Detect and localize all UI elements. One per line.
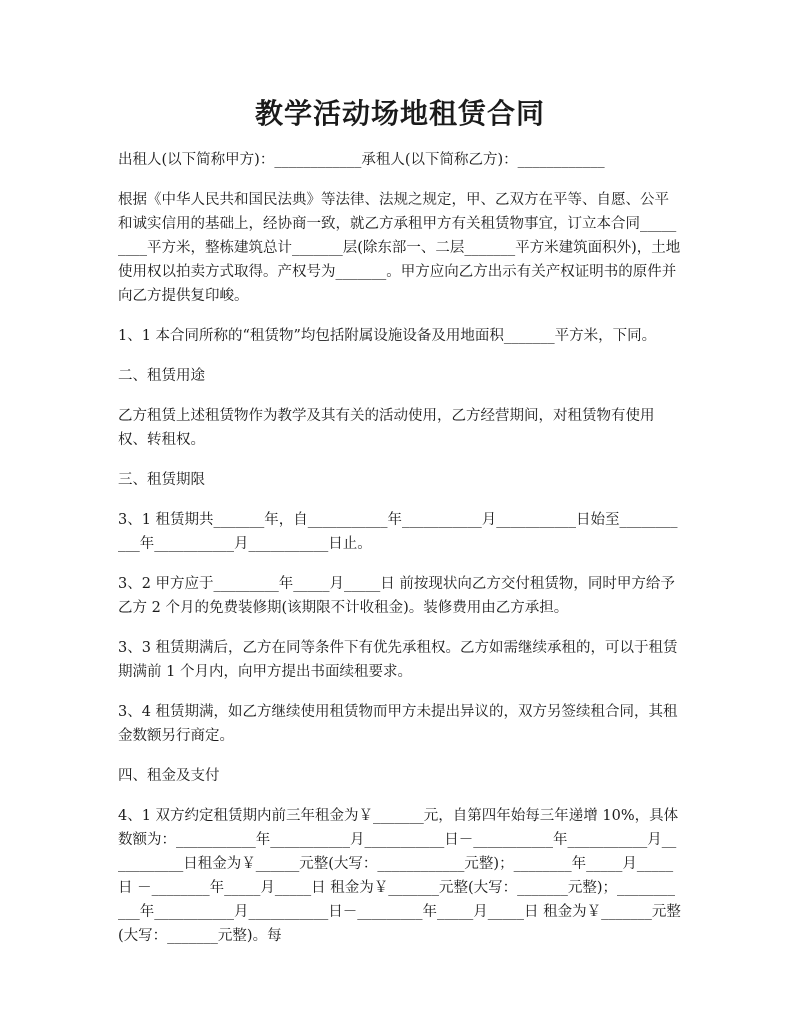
section-heading-rent: 四、租金及支付 [118, 768, 220, 784]
document-title: 教学活动场地租赁合同 [254, 97, 545, 130]
preamble-paragraph: 根据《中华人民共和国民法典》等法律、法规之规定，甲、乙双方在平等、自愿、公平和诚实信用的基础上，经协商一致，就乙方承租甲方有关租赁物事宜，订立本合同_________平方米，整栋建筑总计_______层(除东部一、二层_______平方米建筑面积外)，土地使用权以拍卖方式取得。产权号为_______。甲方应向乙方出示有关产权证明书的原件并向乙方提供复印峻。 [118, 192, 681, 304]
clause-3-4: 3、4 租赁期满，如乙方继续使用租赁物而甲方未提出异议的，双方另签续租合同，其租金数额另行商定。 [118, 704, 678, 744]
clause-3-2: 3、2 甲方应于_________年_____月_____日 前按现状向乙方交付租赁物，同时甲方给予乙方 2 个月的免费装修期(该期限不计收租金)。装修费用由乙方承担。 [118, 576, 675, 616]
document-body [118, 148, 682, 948]
section-heading-term: 三、租赁期限 [118, 472, 205, 488]
purpose-paragraph: 乙方租赁上述租赁物作为教学及其有关的活动使用，乙方经营期间，对租赁物有使用权、转租权。 [118, 408, 655, 448]
clause-4-1: 4、1 双方约定租赁期内前三年租金为￥_______元，自第四年始每三年递增 10%，具体数额为：___________年___________月___________日－___________年___________月___________日租金为￥______元整(大写：____________元整)；________年_____月_____日 －________年_____月_____日 租金为￥_______元整(大写：_______元整)；___________年___________月___________日－_________年_____月_____日 租金为￥_______元整(大写：_______元整)。每 [118, 808, 681, 944]
clause-3-3: 3、3 租赁期满后，乙方在同等条件下有优先承租权。乙方如需继续承租的，可以于租赁期满前 1 个月内，向甲方提出书面续租要求。 [118, 640, 678, 680]
clause-1-1: 1、1 本合同所称的“租赁物”均包括附属设施设备及用地面积_______平方米，下同。 [118, 328, 657, 344]
clause-3-1: 3、1 租赁期共_______年，自___________年___________月___________日始至___________年___________月___________日止。 [118, 512, 678, 552]
section-heading-purpose: 二、租赁用途 [118, 368, 205, 384]
parties-line: 出租人(以下简称甲方)：____________承租人(以下简称乙方)：____________ [118, 152, 605, 168]
